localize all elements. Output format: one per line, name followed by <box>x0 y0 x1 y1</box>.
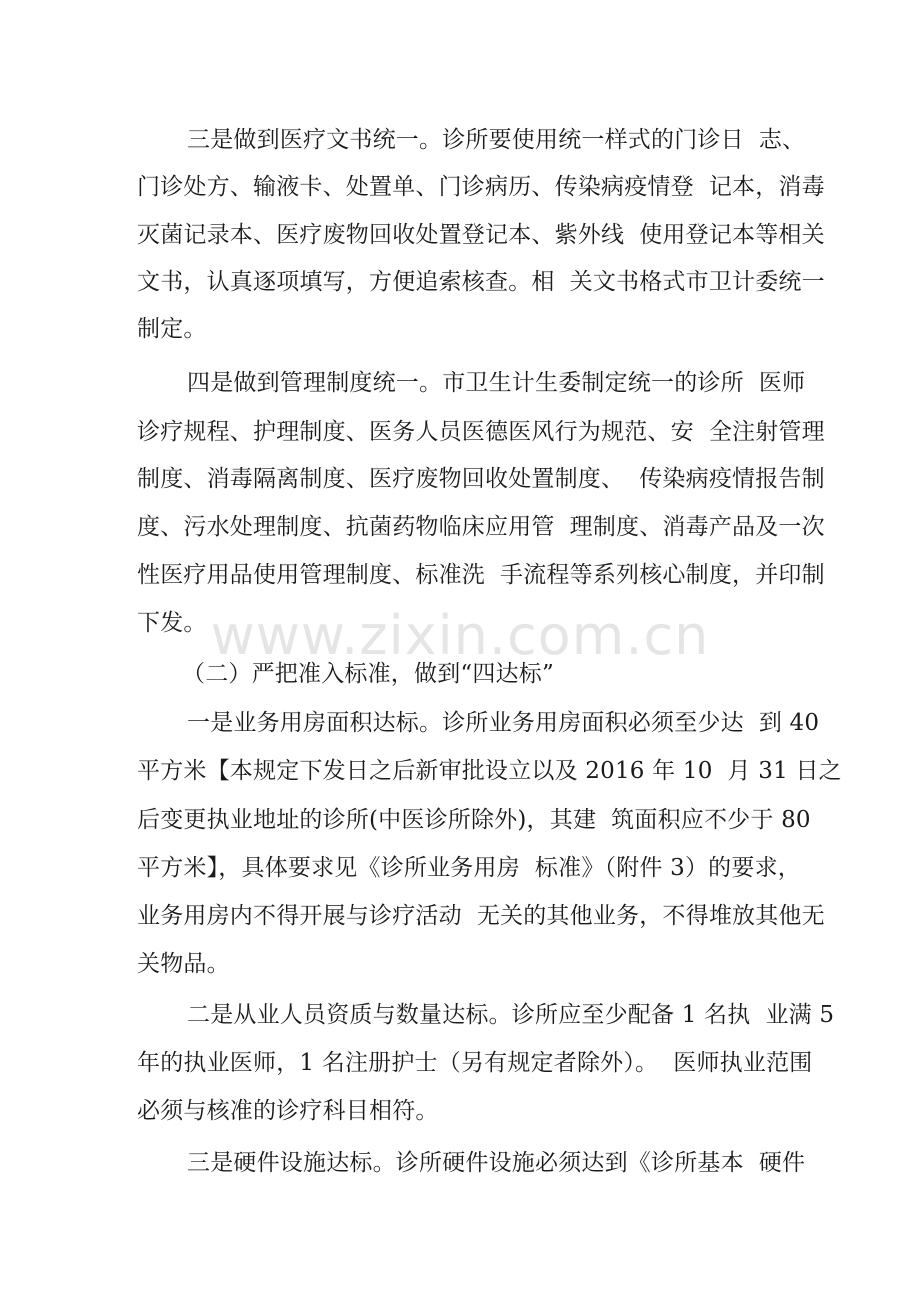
text-line: 四是做到管理制度统一。市卫生计生委制定统一的诊所 医师 <box>187 370 806 396</box>
text-line: 性医疗用品使用管理制度、标准洗 手流程等系列核心制度，并印制 <box>137 562 825 588</box>
text-line: 度、污水处理制度、抗菌药物临床应用管 理制度、消毒产品及一次 <box>137 514 825 540</box>
section-heading: （二）严把准入标准，做到“四达标” <box>182 661 554 687</box>
text-line: 下发。 <box>137 610 207 636</box>
text-line: 制度、消毒隔离制度、医疗废物回收处置制度、 传染病疫情报告制 <box>137 466 825 492</box>
text-line: 平方米【本规定下发日之后新审批设立以及 2016 年 10 月 31 日之 <box>137 758 842 784</box>
text-line: 三是做到医疗文书统一。诊所要使用统一样式的门诊日 志、 <box>187 127 806 153</box>
text-line: 必须与核准的诊疗科目相符。 <box>137 1098 439 1124</box>
text-line: 一是业务用房面积达标。诊所业务用房面积必须至少达 到 40 <box>187 710 820 736</box>
text-line: 制定。 <box>137 316 207 342</box>
text-line: 关物品。 <box>137 951 230 977</box>
text-line: 二是从业人员资质与数量达标。诊所应至少配备 1 名执 业满 5 <box>187 1002 835 1028</box>
text-line: 后变更执业地址的诊所(中医诊所除外)，其建 筑面积应不少于 80 <box>137 807 811 833</box>
watermark: www.zixin.com.cn <box>210 604 710 667</box>
text-line: 三是硬件设施达标。诊所硬件设施必须达到《诊所基本 硬件 <box>187 1150 806 1176</box>
text-line: 文书，认真逐项填写，方便追索核查。相 关文书格式市卫计委统一 <box>137 269 825 295</box>
text-line: 平方米】，具体要求见《诊所业务用房 标准》（附件 3）的要求， <box>137 855 801 881</box>
text-line: 诊疗规程、护理制度、医务人员医德医风行为规范、安 全注射管理 <box>137 419 825 445</box>
text-line: 门诊处方、输液卡、处置单、门诊病历、传染病疫情登 记本，消毒 <box>137 174 825 200</box>
text-line: 灭菌记录本、医疗废物回收处置登记本、紫外线 使用登记本等相关 <box>137 222 825 248</box>
text-line: 业务用房内不得开展与诊疗活动 无关的其他业务，不得堆放其他无 <box>137 903 825 929</box>
text-line: 年的执业医师，1 名注册护士（另有规定者除外）。 医师执业范围 <box>137 1050 813 1076</box>
